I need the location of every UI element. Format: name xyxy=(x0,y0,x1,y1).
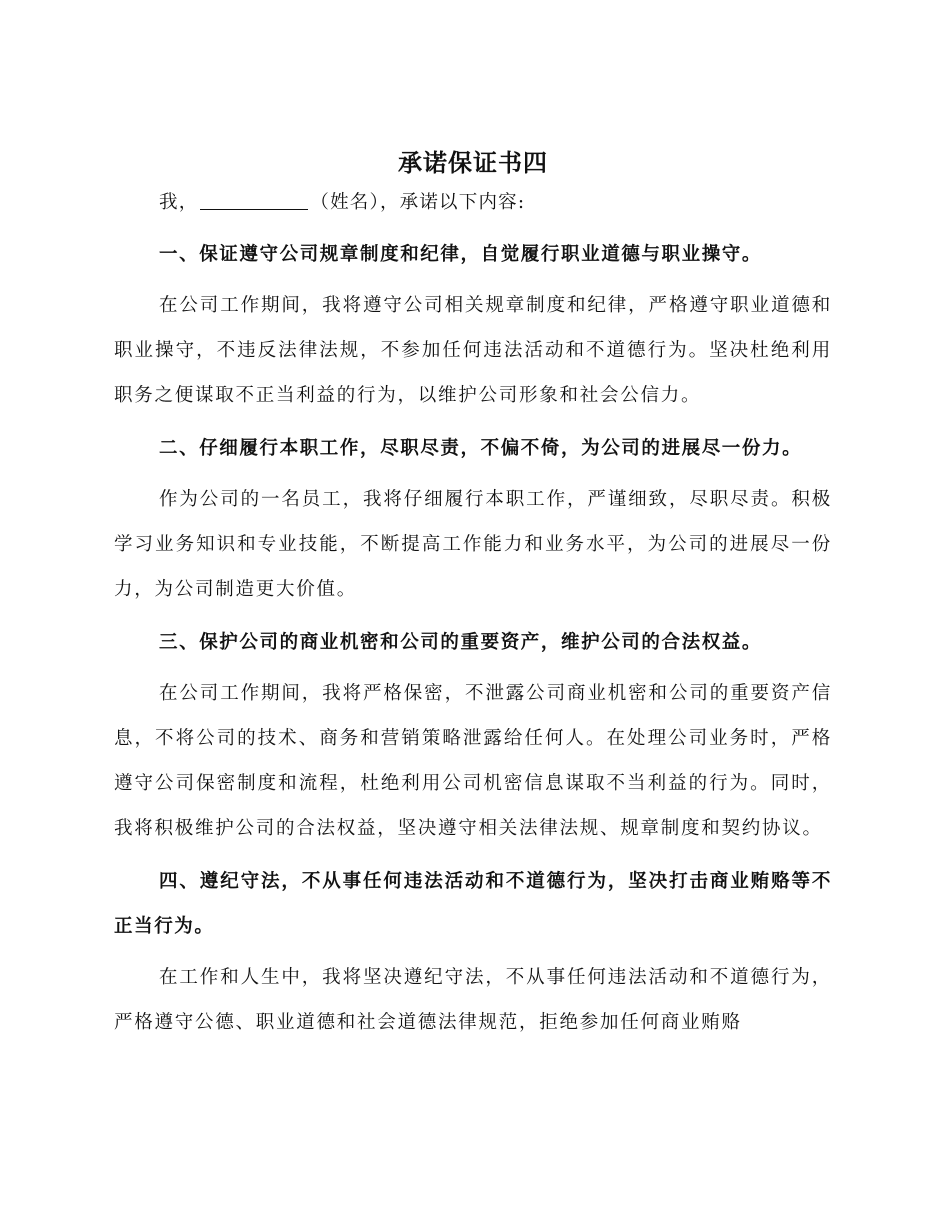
name-blank-field[interactable] xyxy=(200,189,308,210)
section-1-heading: 一、保证遵守公司规章制度和纪律，自觉履行职业道德与职业操守。 xyxy=(159,244,763,265)
section-4-body: 在工作和人生中，我将坚决遵纪守法，不从事任何违法活动和不道德行为，严格遵守公德、职业道德和社会道德法律规范，拒绝参加任何商业贿赂 xyxy=(114,967,832,1033)
section-2-heading: 二、仔细履行本职工作，尽职尽责，不偏不倚，为公司的进展尽一份力。 xyxy=(159,438,803,459)
section-3-body: 在公司工作期间，我将严格保密，不泄露公司商业机密和公司的重要资产信息，不将公司的技术、商务和营销策略泄露给任何人。在处理公司业务时，严格遵守公司保密制度和流程，杜绝利用公司机密信息谋取不当利益的行为。同时，我将积极维护公司的合法权益，坚决遵守相关法律法规、规章制度和契约协议。 xyxy=(114,683,832,839)
document-page xyxy=(114,146,832,1053)
section-3-heading: 三、保护公司的商业机密和公司的重要资产，维护公司的合法权益。 xyxy=(159,632,763,653)
document-title: 承诺保证书四 xyxy=(398,149,548,177)
section-1-body: 在公司工作期间，我将遵守公司相关规章制度和纪律，严格遵守职业道德和职业操守，不违反法律法规，不参加任何违法活动和不道德行为。坚决杜绝利用职务之便谋取不正当利益的行为，以维护公司形象和社会公信力。 xyxy=(114,295,832,406)
section-2-body: 作为公司的一名员工，我将仔细履行本职工作，严谨细致，尽职尽责。积极学习业务知识和专业技能，不断提高工作能力和业务水平，为公司的进展尽一份力，为公司制造更大价值。 xyxy=(114,489,832,600)
section-4-heading: 四、遵纪守法，不从事任何违法活动和不道德行为，坚决打击商业贿赂等不正当行为。 xyxy=(114,871,832,937)
intro-suffix: （姓名），承诺以下内容: xyxy=(310,192,526,213)
intro-line xyxy=(114,186,832,220)
intro-prefix: 我， xyxy=(159,192,199,213)
